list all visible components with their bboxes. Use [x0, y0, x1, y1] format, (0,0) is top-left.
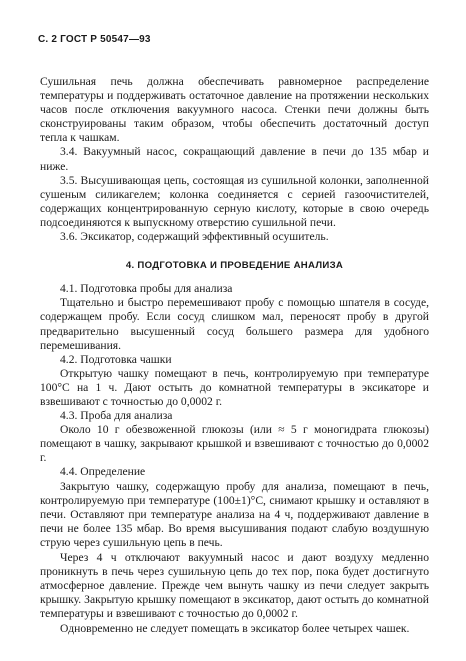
paragraph-test-portion: Около 10 г обезвоженной глюкозы (или ≈ 5 г моногидрата глюкозы) помещают в чашку, закрывают крышкой и взвешивают с точностью до 0,0002 г. — [40, 423, 429, 465]
paragraph-sample-mixing: Тщательно и быстро перемешивают пробу с помощью шпателя в сосуде, содержащем пробу. Если сосуд слишком мал, переносят пробу в другой предварительно высушенный сосуд большего размера для удобного перемешивания. — [40, 296, 429, 352]
subheading-4-2: 4.2. Подготовка чашки — [60, 352, 172, 366]
paragraph-dish-limit: Одновременно не следует помещать в эксикатор более четырех чашек. — [60, 622, 410, 636]
subheading-4-3: 4.3. Проба для анализа — [60, 409, 173, 423]
paragraph-oven-requirements: Сушильная печь должна обеспечивать равномерное распределение температуры и поддерживать остаточное давление на протяжении нескольких часов после отключения вакуумного насоса. Стенки печи должны быть сконструированы таким образом, чтобы обеспечить достаточный доступ тепла к чашкам. — [40, 75, 429, 145]
paragraph-determination: Закрытую чашку, содержащую пробу для анализа, помещают в печь, контролируемую при температуре (100±1)°C, снимают крышку и оставляют в печи. Оставляют при температуре анализа на 4 ч, поддерживают давление в печи не более 135 мбар. Во время высушивания подают слабую воздушную струю через сушильную цепь в печь. — [40, 479, 429, 549]
subheading-4-4: 4.4. Определение — [60, 465, 146, 479]
subheading-4-1: 4.1. Подготовка пробы для анализа — [60, 282, 233, 296]
page-header: С. 2 ГОСТ Р 50547—93 — [38, 34, 151, 45]
paragraph-dish-preparation: Открытую чашку помещают в печь, контролируемую при температуре 100°C на 1 ч. Дают остыть до комнатной температуры в эксикаторе и взвешивают с точностью до 0,0002 г. — [40, 366, 429, 408]
section-heading-4: 4. ПОДГОТОВКА И ПРОВЕДЕНИЕ АНАЛИЗА — [125, 260, 344, 272]
document-body — [40, 75, 429, 637]
paragraph-3-6-desiccator: 3.6. Эксикатор, содержащий эффективный осушитель. — [60, 230, 329, 244]
paragraph-3-4-vacuum-pump: 3.4. Вакуумный насос, сокращающий давление в печи до 135 мбар и ниже. — [40, 145, 429, 173]
paragraph-cooling-weighing: Через 4 ч отключают вакуумный насос и дают воздуху медленно проникнуть в печь через сушильную цепь до тех пор, пока будет достигнуто атмосферное давление. Прежде чем вынуть чашку из печи следует закрыть крышку. Закрытую крышку помещают в эксикатор, дают остыть до комнатной температуры и взвешивают с точностью до 0,0002 г. — [40, 551, 429, 621]
paragraph-3-5-drying-train: 3.5. Высушивающая цепь, состоящая из сушильной колонки, заполненной сушеным силикагелем; колонка соединяется с серией газоочистителей, содержащих концентрированную серную кислоту, которые в свою очередь подсоединяются к выпускному отверстию сушильной печи. — [40, 173, 429, 229]
